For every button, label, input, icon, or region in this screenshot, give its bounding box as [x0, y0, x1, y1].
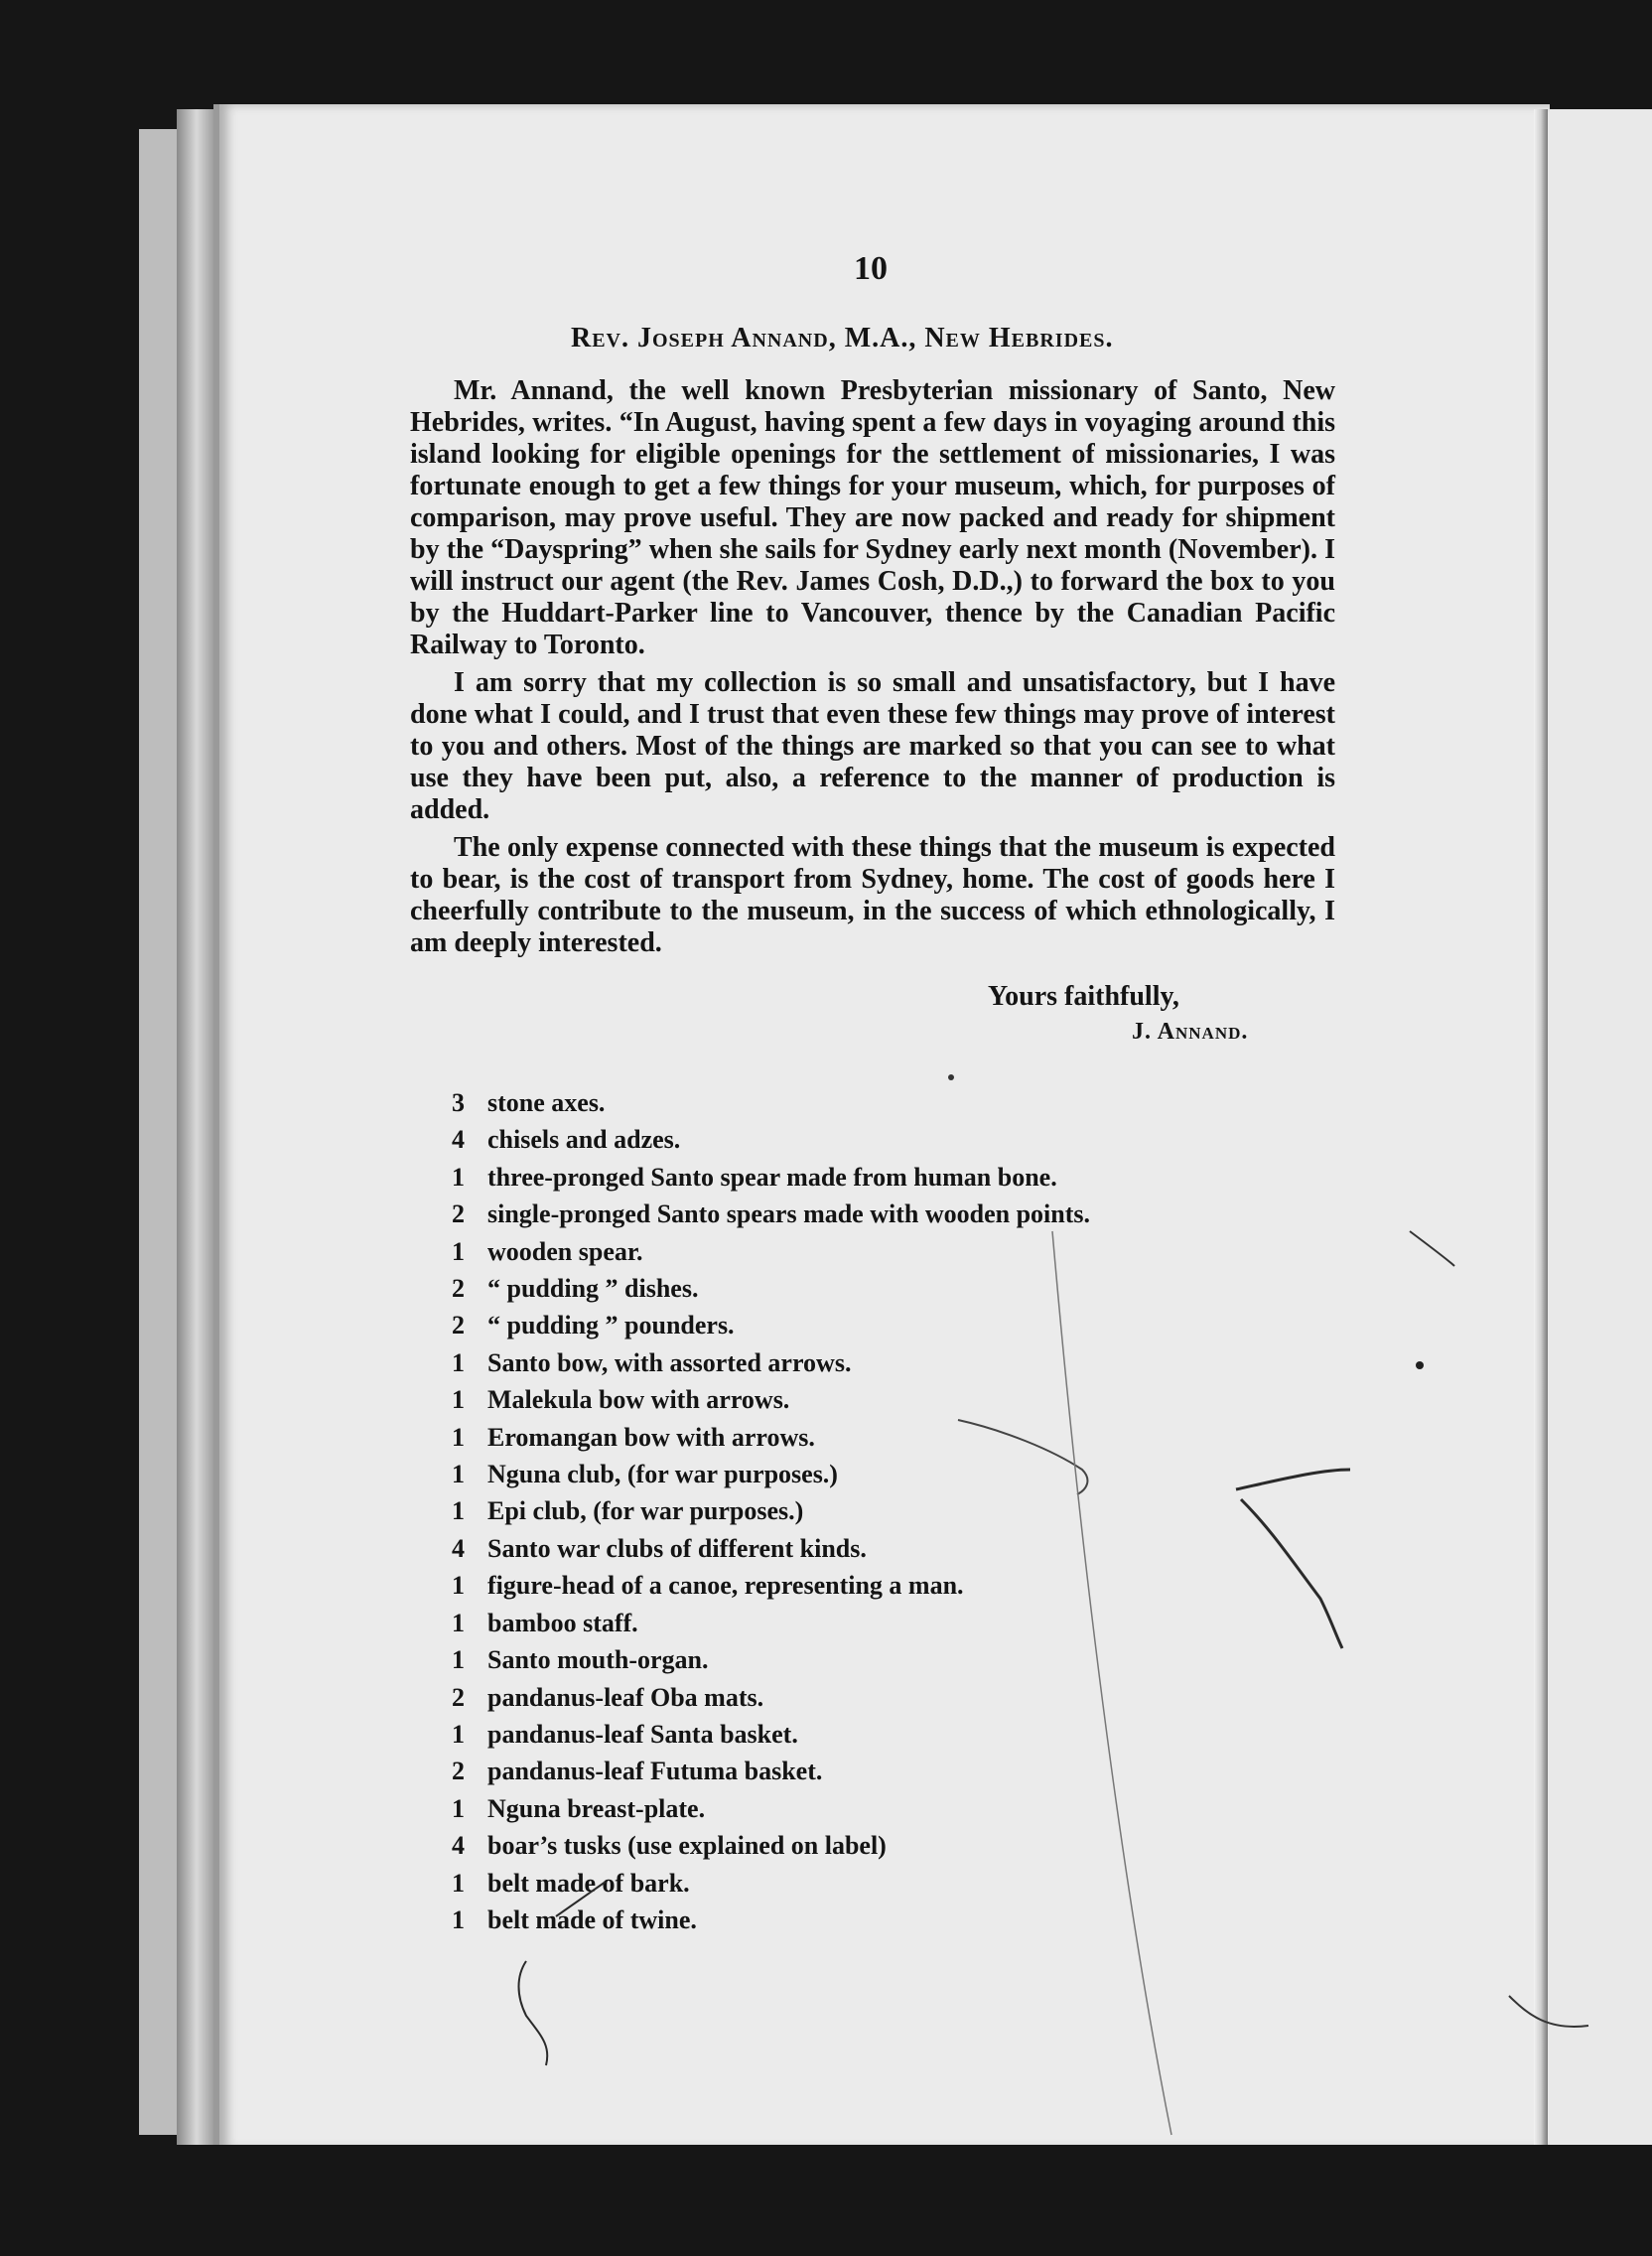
item-quantity: 1 — [452, 1571, 465, 1601]
ink-dot — [1416, 1361, 1424, 1369]
item-description: chisels and adzes. — [487, 1125, 681, 1155]
letter-closing: Yours faithfully, — [988, 981, 1179, 1012]
item-description: Nguna club, (for war purposes.) — [487, 1460, 838, 1489]
item-description: Nguna breast-plate. — [487, 1793, 706, 1823]
letter-paragraph: I am sorry that my collection is so small and unsatisfactory, but I have done what I could, and I trust that even these few things may prove of interest to you and others. Most of the things are marked so that you can see to what use they have been put, also, a reference to the manner of production is added. — [410, 667, 1335, 825]
item-quantity: 1 — [452, 1422, 465, 1452]
item-description: figure-head of a canoe, representing a man. — [487, 1571, 964, 1601]
item-quantity: 1 — [452, 1236, 465, 1266]
item-quantity: 1 — [452, 1719, 465, 1749]
item-description: Santo bow, with assorted arrows. — [487, 1347, 852, 1377]
item-quantity: 2 — [452, 1199, 465, 1229]
item-description: bamboo staff. — [487, 1608, 638, 1637]
item-description: belt made of bark. — [487, 1868, 690, 1898]
pen-stroke — [556, 1882, 606, 1916]
item-quantity: 1 — [452, 1496, 465, 1526]
pen-stroke — [1509, 1996, 1588, 2027]
ink-dot — [948, 1074, 954, 1080]
item-description: wooden spear. — [487, 1236, 643, 1266]
letter-paragraph: Mr. Annand, the well known Presbyterian missionary of Santo, New Hebrides, writes. “In August, having spent a few days in voyaging around this island looking for eligible openings for the settlement of missionaries, I was fortunate enough to get a few things for your museum, which, for purposes of comparison, may prove useful. They are now packed and ready for shipment by the “Dayspring” when she sails for Sydney early next month (November). I will instruct our agent (the Rev. James Cosh, D.D.,) to forward the box to you by the Huddart-Parker line to Vancouver, thence by the Canadian Pacific Railway to Toronto. — [410, 375, 1335, 660]
pen-stroke — [1236, 1470, 1350, 1648]
item-quantity: 1 — [452, 1904, 465, 1934]
item-description: “ pudding ” dishes. — [487, 1274, 699, 1304]
item-quantity: 1 — [452, 1460, 465, 1489]
item-description: Epi club, (for war purposes.) — [487, 1496, 804, 1526]
pen-stroke — [1052, 1231, 1171, 2135]
item-quantity: 4 — [452, 1125, 465, 1155]
item-quantity: 4 — [452, 1533, 465, 1563]
letter-paragraph: The only expense connected with these things that the museum is expected to bear, is the cost of transport from Sydney, home. The cost of goods here I cheerfully contribute to the museum, in the success of which ethnologically, I am deeply interested. — [410, 832, 1335, 958]
item-description: Malekula bow with arrows. — [487, 1385, 790, 1415]
item-description: Santo mouth-organ. — [487, 1645, 709, 1675]
item-description: pandanus-leaf Santa basket. — [487, 1719, 798, 1749]
item-quantity: 3 — [452, 1088, 465, 1117]
item-quantity: 1 — [452, 1793, 465, 1823]
item-description: boar’s tusks (use explained on label) — [487, 1831, 887, 1861]
item-quantity: 1 — [452, 1162, 465, 1192]
item-description: pandanus-leaf Futuma basket. — [487, 1757, 823, 1786]
letter-signature: J. Annand. — [1132, 1019, 1249, 1045]
item-description: Santo war clubs of different kinds. — [487, 1533, 867, 1563]
item-description: Eromangan bow with arrows. — [487, 1422, 815, 1452]
item-quantity: 1 — [452, 1347, 465, 1377]
item-description: belt made of twine. — [487, 1904, 697, 1934]
item-description: stone axes. — [487, 1088, 606, 1117]
item-description: single-pronged Santo spears made with wooden points. — [487, 1199, 1091, 1229]
pen-stroke — [1410, 1231, 1454, 1266]
item-quantity: 4 — [452, 1831, 465, 1861]
pen-stroke — [519, 1961, 548, 2065]
item-quantity: 2 — [452, 1682, 465, 1712]
item-quantity: 1 — [452, 1868, 465, 1898]
item-quantity: 1 — [452, 1608, 465, 1637]
page-heading: Rev. Joseph Annand, M.A., New Hebrides. — [571, 323, 1114, 353]
page-number: 10 — [854, 250, 888, 287]
item-quantity: 2 — [452, 1274, 465, 1304]
item-description: “ pudding ” pounders. — [487, 1311, 735, 1340]
item-quantity: 1 — [452, 1645, 465, 1675]
item-quantity: 1 — [452, 1385, 465, 1415]
item-quantity: 2 — [452, 1311, 465, 1340]
pen-stroke — [958, 1420, 1087, 1494]
item-quantity: 2 — [452, 1757, 465, 1786]
item-description: three-pronged Santo spear made from human bone. — [487, 1162, 1057, 1192]
item-description: pandanus-leaf Oba mats. — [487, 1682, 764, 1712]
